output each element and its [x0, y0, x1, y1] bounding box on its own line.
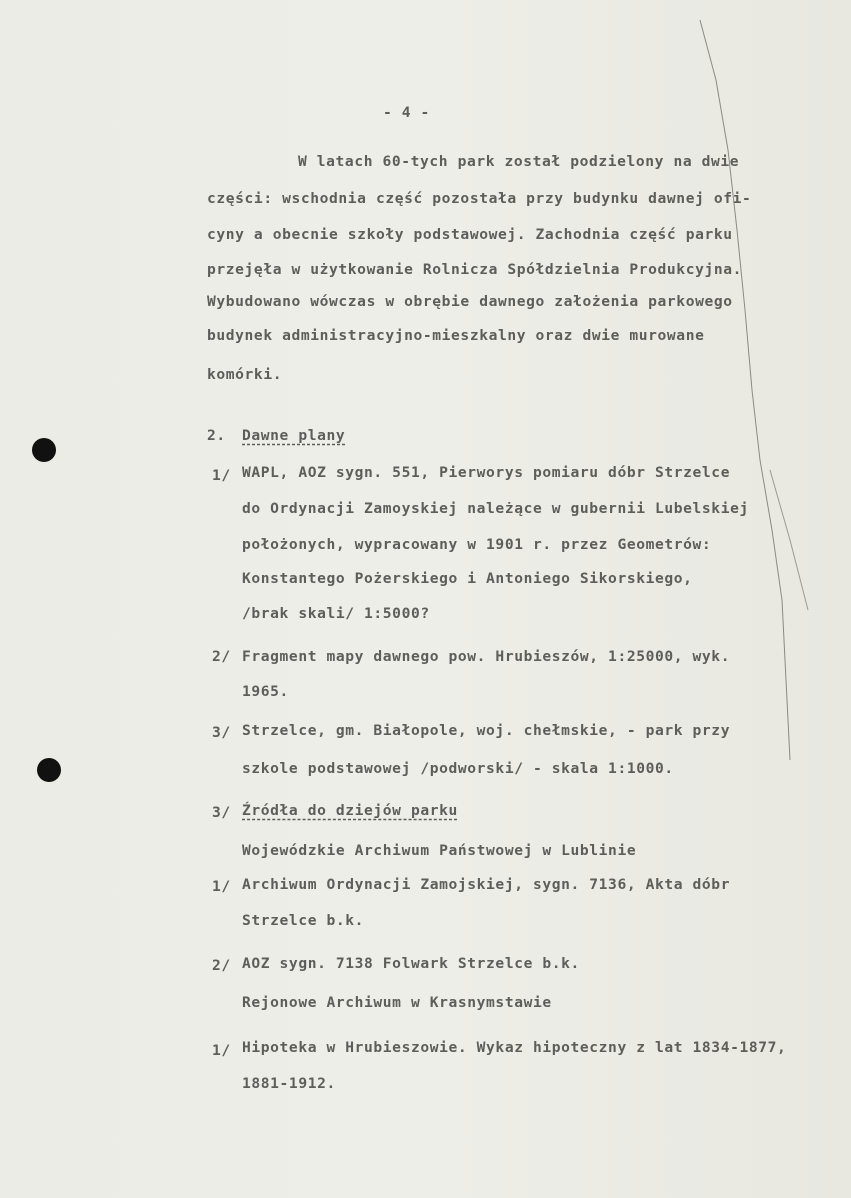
- list-item-line: do Ordynacji Zamoyskiej należące w gubernii Lubelskiej: [242, 500, 749, 517]
- paragraph-line: części: wschodnia część pozostała przy budynku dawnej ofi-: [207, 190, 752, 207]
- list-marker: 1/: [212, 878, 231, 895]
- list-marker: 2/: [212, 648, 231, 665]
- list-item-line: Konstantego Pożerskiego i Antoniego Sikorskiego,: [242, 570, 693, 587]
- paragraph-line: Wybudowano wówczas w obrębie dawnego założenia parkowego: [207, 293, 733, 310]
- section-number: 2.: [207, 427, 226, 444]
- paragraph-line: przejęła w użytkowanie Rolnicza Spółdzielnia Produkcyjna.: [207, 261, 743, 278]
- punch-hole-top: [32, 438, 56, 462]
- section-title: Dawne plany: [242, 427, 346, 444]
- punch-hole-bottom: [37, 758, 61, 782]
- list-marker: 3/: [212, 724, 231, 741]
- list-item-line: WAPL, AOZ sygn. 551, Pierworys pomiaru dóbr Strzelce: [242, 464, 731, 481]
- paragraph-line: cyny a obecnie szkoły podstawowej. Zachodnia część parku: [207, 226, 733, 243]
- list-marker: 2/: [212, 957, 231, 974]
- list-item-line: Strzelce b.k.: [242, 912, 365, 929]
- list-item-line: 1965.: [242, 683, 289, 700]
- archive-name: Wojewódzkie Archiwum Państwowej w Lublinie: [242, 842, 637, 859]
- list-item-line: Fragment mapy dawnego pow. Hrubieszów, 1:25000, wyk.: [242, 648, 731, 665]
- list-marker: 1/: [212, 467, 231, 484]
- list-item-line: Strzelce, gm. Białopole, woj. chełmskie, - park przy: [242, 722, 731, 739]
- list-item-line: /brak skali/ 1:5000?: [242, 605, 430, 622]
- section-title: Źródła do dziejów parku: [242, 802, 458, 819]
- page-number: - 4 -: [383, 104, 430, 121]
- archive-name: Rejonowe Archiwum w Krasnymstawie: [242, 994, 552, 1011]
- list-item-line: Hipoteka w Hrubieszowie. Wykaz hipoteczny z lat 1834-1877,: [242, 1039, 787, 1056]
- paragraph-line: W latach 60-tych park został podzielony na dwie: [298, 153, 740, 170]
- paragraph-line: budynek administracyjno-mieszkalny oraz dwie murowane: [207, 327, 705, 344]
- list-item-line: 1881-1912.: [242, 1075, 336, 1092]
- list-item-line: położonych, wypracowany w 1901 r. przez Geometrów:: [242, 536, 712, 553]
- list-marker: 1/: [212, 1042, 231, 1059]
- paragraph-line: komórki.: [207, 366, 283, 383]
- list-item-line: AOZ sygn. 7138 Folwark Strzelce b.k.: [242, 955, 580, 972]
- list-item-line: Archiwum Ordynacji Zamojskiej, sygn. 7136, Akta dóbr: [242, 876, 731, 893]
- section-number: 3/: [212, 804, 231, 821]
- list-item-line: szkole podstawowej /podworski/ - skala 1:1000.: [242, 760, 674, 777]
